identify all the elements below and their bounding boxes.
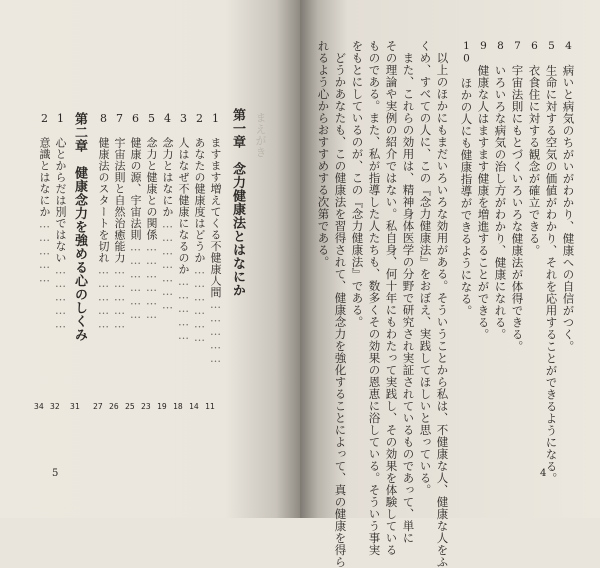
paragraph-line: どうかあなたも、この健康法を習得されて、健康念力を強化することによって、真の健康を得ら [333, 52, 348, 568]
paragraph-line: また、これらの効用は、精神身体医学の分野で研究され実証されているものであって、単に [401, 52, 416, 544]
toc-page-number: 27 [93, 402, 103, 411]
paragraph-line: その理論や実例の紹介ではない。私自身、何十年にもわたって実践し、その効果を体験している [384, 40, 399, 556]
chapter1-heading: 第一章 念力健康法とはなにか [230, 108, 245, 297]
toc-item: 6 健康の源、宇宙法則……………… [129, 112, 142, 322]
toc-page-number: 19 [157, 402, 167, 411]
page-number: 4 [540, 468, 547, 479]
list-item: 7 宇宙法則にもとづくいろいろな健康法が体得できる。 [510, 40, 525, 353]
toc-page-number: 34 [34, 402, 44, 411]
list-item: 4 病いと病気のちがいがわかり、健康への自信がつく。 [561, 40, 576, 353]
toc-page-number: 26 [109, 402, 119, 411]
toc-item: 3 人はなぜ不健康になるのか…………… [177, 112, 190, 343]
paragraph-line: くめ、すべての人に、この『念力健康法』をおぼえ、実践してほしいと思っている。 [418, 40, 433, 496]
paragraph-line: ものである。また、私が指導した人たちも、数多くその効果の恩恵に浴している。そういう事実 [367, 40, 382, 556]
paragraph-line: をもとにしているのが、この『念力健康法』である。 [350, 40, 365, 328]
toc-item: 2 あなたの健康度はどうか……………… [193, 112, 206, 345]
toc-item: 1 心とからだは別ではない…………… [54, 112, 67, 331]
toc-page-number: 18 [173, 402, 183, 411]
list-item: 8 いろいろな病気の治し方がわかり、健康になれる。 [493, 40, 508, 341]
toc-item: 2 意識とはなにか…………… [38, 112, 51, 285]
toc-item: 4 念力とはなにか………………… [161, 112, 174, 312]
toc-page-number: 31 [70, 402, 80, 411]
paragraph-line: 以上のほかにもまだいろいろな効用がある。そういうことから私は、不健康な人、健康な人をふ [435, 52, 450, 568]
list-item: 5 生命に対する空気の価値がわかり、それを応用することができるようになる。 [544, 40, 559, 485]
toc-item: 7 宇宙法則と自然治癒能力…………… [113, 112, 126, 331]
list-item: 9 健康な人はますます健康を増進することができる。 [476, 40, 491, 341]
list-item: 10 ほかの人にも健康指導ができるようになる。 [459, 40, 474, 317]
chapter2-heading: 第二章 健康念力を強める心のしくみ [72, 112, 87, 342]
list-item: 6 衣食住に対する観念が確立できる。 [527, 40, 542, 257]
toc-page-number: 23 [141, 402, 151, 411]
toc-item: 8 健康法のスタートを切れ…………… [97, 112, 110, 331]
toc-faint-heading: まえがき [254, 112, 267, 158]
paragraph-line: れるよう心からおすすめする次第である。 [316, 40, 331, 268]
page-number: 5 [52, 468, 59, 479]
toc-page-number: 25 [125, 402, 135, 411]
toc-item: 1 ますます増えてくる不健康人間…………… [209, 112, 222, 366]
toc-page-number: 14 [189, 402, 199, 411]
toc-page-number: 11 [205, 402, 215, 411]
toc-item: 5 念力と健康との関係……………… [145, 112, 158, 322]
toc-page-number: 32 [50, 402, 60, 411]
